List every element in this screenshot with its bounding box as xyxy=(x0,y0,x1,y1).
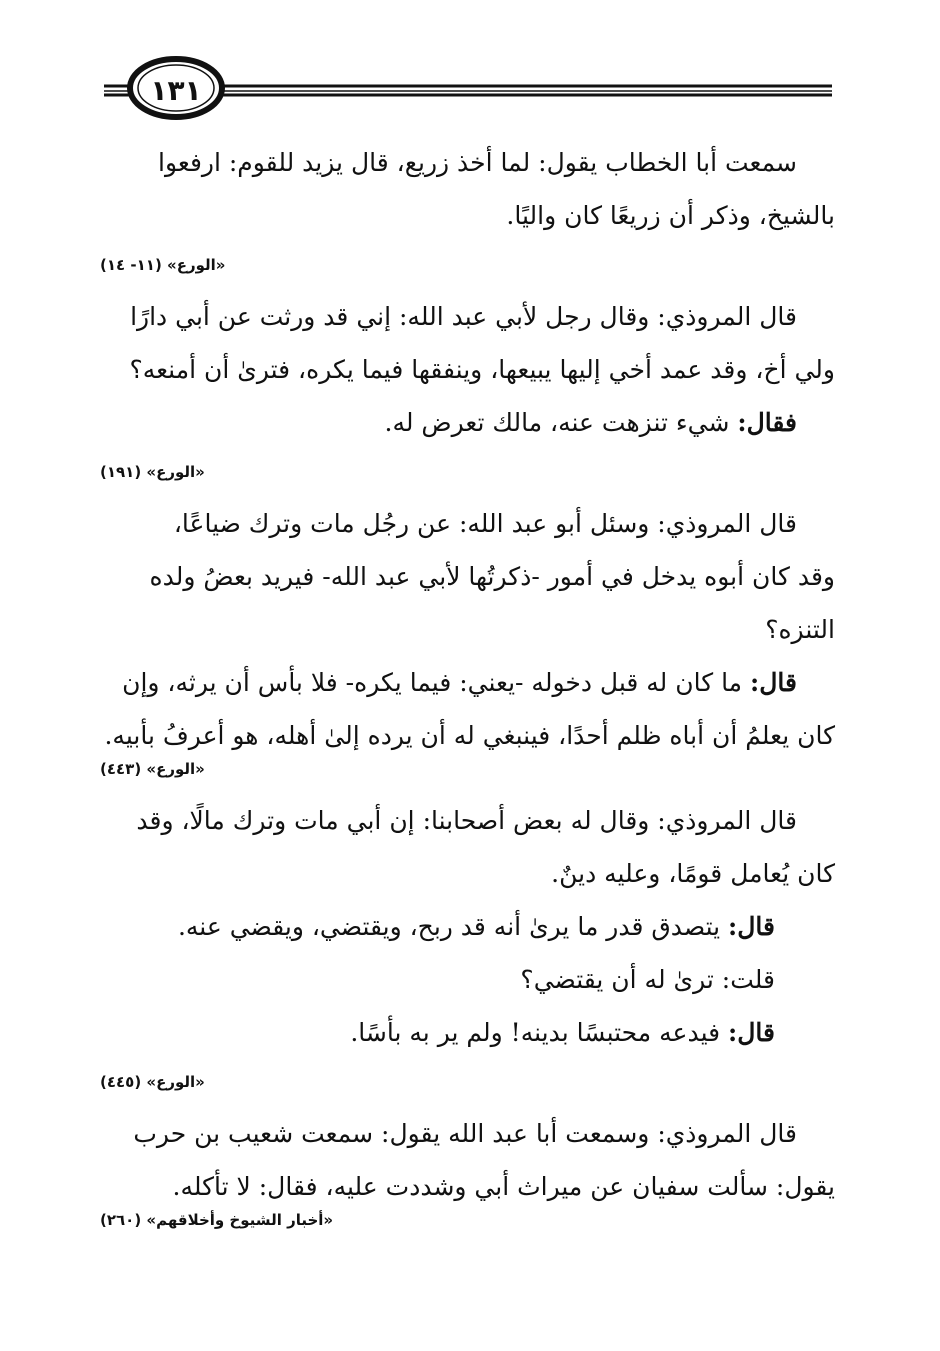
text-line: وقد كان أبوه يدخل في أمور -ذكرتُها لأبي عبد الله- فيريد بعضُ ولده xyxy=(149,562,835,591)
text-line: قال المروذي: وقال له بعض أصحابنا: إن أبي مات وترك مالًا، وقد xyxy=(136,806,797,835)
answer-line: كان يعلمُ أن أباه ظلم أحدًا، فينبغي له أن يرده إلىٰ أهله، هو أعرفُ بأبيه. xyxy=(104,721,835,750)
page-header xyxy=(0,0,940,140)
answer-text: شيء تنزهت عنه، مالك تعرض له. xyxy=(384,408,738,437)
paragraph xyxy=(100,497,835,762)
source-citation: «الورع» (١٩١) xyxy=(100,463,205,481)
source-citation: «الورع» (١١- ١٤) xyxy=(100,256,226,274)
speaker-label: قال: xyxy=(750,668,797,697)
paragraph xyxy=(100,290,835,449)
dialogue-line xyxy=(100,1006,835,1059)
speaker-label: قال: xyxy=(728,912,775,941)
source-citation: «أخبار الشيوخ وأخلاقهم» (٢٦٠) xyxy=(100,1211,334,1229)
dialogue-text: فيدعه محتبسًا بدينه! ولم ير به بأسًا. xyxy=(350,1018,729,1047)
answer-line xyxy=(100,656,835,709)
answer-text: ما كان له قبل دخوله -يعني: فيما يكره- فلا بأس أن يرثه، وإن xyxy=(122,668,751,697)
speaker-label: قال: xyxy=(728,1018,775,1047)
speaker-label: فقال: xyxy=(737,408,797,437)
source-citation: «الورع» (٤٤٥) xyxy=(100,1073,205,1091)
source-citation: «الورع» (٤٤٣) xyxy=(100,760,205,778)
paragraph xyxy=(100,136,835,242)
text-line: قال المروذي: وقال رجل لأبي عبد الله: إني قد ورثت عن أبي دارًا xyxy=(130,302,797,331)
text-line: بالشيخ، وذكر أن زريعًا كان واليًا. xyxy=(506,201,835,230)
dialogue-line: قلت: ترىٰ له أن يقتضي؟ xyxy=(520,965,775,994)
text-line: قال المروذي: وسمعت أبا عبد الله يقول: سمعت شعيب بن حرب xyxy=(133,1119,797,1148)
paragraph xyxy=(100,1107,835,1213)
dialogue-line xyxy=(100,900,835,953)
text-line: ولي أخ، وقد عمد أخي إليها يبيعها، وينفقها فيما يكره، فترىٰ أن أمنعه؟ xyxy=(129,355,835,384)
text-line: يقول: سألت سفيان عن ميراث أبي وشددت عليه، فقال: لا تأكله. xyxy=(172,1172,835,1201)
dialogue-text: يتصدق قدر ما يرىٰ أنه قد ربح، ويقتضي، ويقضي عنه. xyxy=(177,912,729,941)
text-line: كان يُعامل قومًا، وعليه دينٌ. xyxy=(551,859,835,888)
text-line: قال المروذي: وسئل أبو عبد الله: عن رجُل مات وترك ضياعًا، xyxy=(173,509,797,538)
paragraph xyxy=(100,794,835,1059)
text-line: التنزه؟ xyxy=(765,615,835,644)
answer-line xyxy=(100,396,835,449)
page-body xyxy=(100,136,835,1245)
page-number: ١٣١ xyxy=(150,73,202,107)
text-line: سمعت أبا الخطاب يقول: لما أخذ زريع، قال يزيد للقوم: ارفعوا xyxy=(158,148,797,177)
